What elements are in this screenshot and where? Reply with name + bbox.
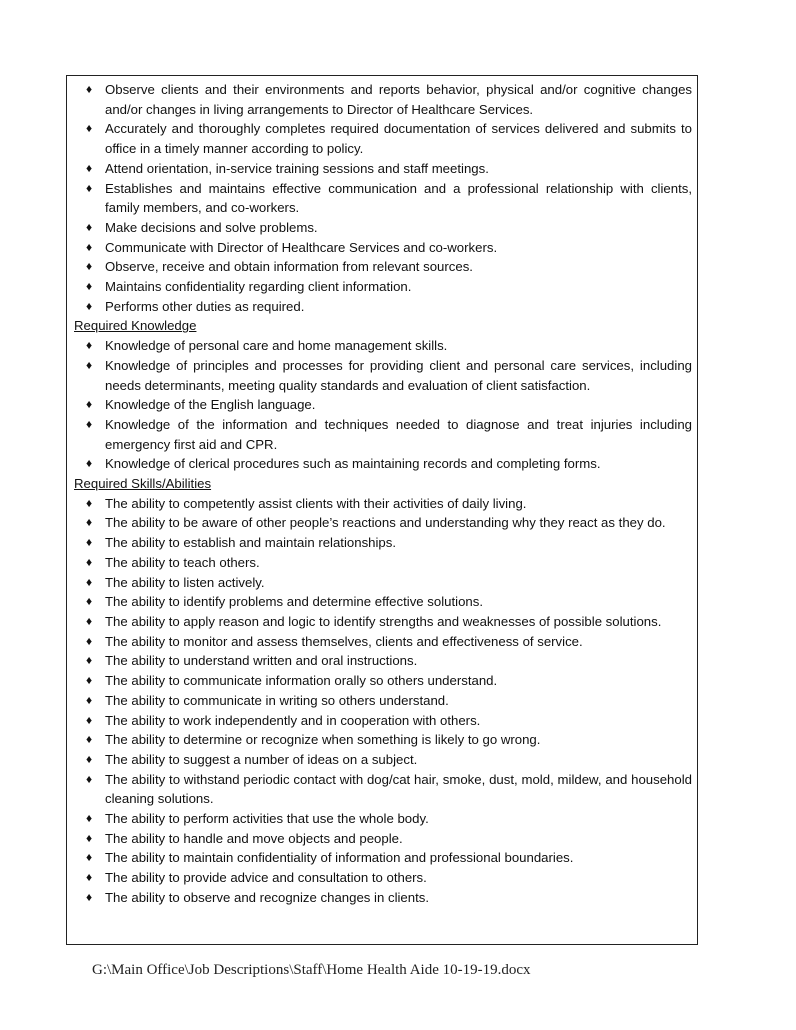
- diamond-bullet-icon: ♦: [86, 732, 93, 747]
- diamond-bullet-icon: ♦: [86, 712, 93, 727]
- diamond-bullet-icon: ♦: [86, 692, 93, 707]
- diamond-bullet-icon: ♦: [86, 594, 93, 609]
- list-item: [74, 395, 692, 415]
- list-item: [74, 119, 692, 158]
- diamond-bullet-icon: ♦: [86, 889, 93, 904]
- diamond-bullet-icon: ♦: [86, 613, 93, 628]
- list-item-text: The ability to teach others.: [105, 554, 260, 570]
- diamond-bullet-icon: ♦: [86, 653, 93, 668]
- list-item-text: Accurately and thoroughly completes required documentation of services delivered and submits to office in a timely manner according to policy.: [105, 121, 692, 157]
- list-item: [74, 632, 692, 652]
- list-item: [74, 888, 692, 908]
- list-item: [74, 297, 692, 317]
- diamond-bullet-icon: ♦: [86, 298, 93, 313]
- list-item-text: The ability to communicate in writing so others understand.: [105, 692, 449, 708]
- list-item: [74, 730, 692, 750]
- diamond-bullet-icon: ♦: [86, 870, 93, 885]
- knowledge-list: [74, 336, 692, 474]
- list-item: [74, 750, 692, 770]
- diamond-bullet-icon: ♦: [86, 121, 93, 136]
- list-item: [74, 711, 692, 731]
- duties-list: [74, 80, 692, 316]
- list-item-text: The ability to work independently and in cooperation with others.: [105, 712, 481, 728]
- list-item-text: The ability to establish and maintain relationships.: [105, 535, 397, 551]
- footer-file-path: G:\Main Office\Job Descriptions\Staff\Home Health Aide 10-19-19.docx: [92, 962, 531, 978]
- diamond-bullet-icon: ♦: [86, 456, 93, 471]
- list-item-text: Make decisions and solve problems.: [105, 219, 318, 235]
- list-item-text: The ability to monitor and assess themselves, clients and effectiveness of service.: [105, 633, 583, 649]
- list-item: [74, 809, 692, 829]
- list-item-text: Knowledge of personal care and home management skills.: [105, 338, 448, 354]
- diamond-bullet-icon: ♦: [86, 535, 93, 550]
- list-item: [74, 651, 692, 671]
- list-item-text: The ability to listen actively.: [105, 574, 265, 590]
- diamond-bullet-icon: ♦: [86, 357, 93, 372]
- list-item-text: The ability to suggest a number of ideas on a subject.: [105, 751, 418, 767]
- list-item-text: The ability to apply reason and logic to identify strengths and weaknesses of possible solutions.: [105, 613, 662, 629]
- list-item-text: The ability to identify problems and determine effective solutions.: [105, 594, 484, 610]
- diamond-bullet-icon: ♦: [86, 495, 93, 510]
- list-item-text: Observe clients and their environments and reports behavior, physical and/or cognitive changes and/or changes in living arrangements to Director of Healthcare Services.: [105, 82, 692, 117]
- diamond-bullet-icon: ♦: [86, 160, 93, 175]
- list-item-text: The ability to perform activities that use the whole body.: [105, 811, 429, 827]
- list-item: [74, 218, 692, 238]
- list-item: [74, 277, 692, 297]
- diamond-bullet-icon: ♦: [86, 279, 93, 294]
- diamond-bullet-icon: ♦: [86, 771, 93, 786]
- list-item-text: Attend orientation, in-service training sessions and staff meetings.: [105, 160, 489, 176]
- list-item-text: The ability to understand written and oral instructions.: [105, 653, 418, 669]
- diamond-bullet-icon: ♦: [86, 416, 93, 431]
- required-skills-heading: Required Skills/Abilities: [74, 476, 212, 492]
- diamond-bullet-icon: ♦: [86, 239, 93, 254]
- list-item: [74, 415, 692, 454]
- list-item-text: The ability to withstand periodic contact with dog/cat hair, smoke, dust, mold, mildew, and household cleaning solutions.: [105, 771, 692, 807]
- diamond-bullet-icon: ♦: [86, 554, 93, 569]
- list-item: [74, 592, 692, 612]
- list-item: [74, 671, 692, 691]
- diamond-bullet-icon: ♦: [86, 574, 93, 589]
- diamond-bullet-icon: ♦: [86, 515, 93, 530]
- required-knowledge-heading: Required Knowledge: [74, 318, 197, 334]
- diamond-bullet-icon: ♦: [86, 673, 93, 688]
- list-item: [74, 513, 692, 533]
- list-item-text: Knowledge of the information and techniques needed to diagnose and treat injuries including emergency first aid and CPR.: [105, 416, 692, 452]
- list-item: [74, 553, 692, 573]
- list-item-text: The ability to be aware of other people’s reactions and understanding why they react as they do.: [105, 515, 666, 531]
- diamond-bullet-icon: ♦: [86, 397, 93, 412]
- list-item-text: The ability to competently assist clients with their activities of daily living.: [105, 495, 527, 511]
- list-item-text: Establishes and maintains effective communication and a professional relationship with clients, family members, and co-workers.: [105, 180, 692, 216]
- list-item-text: Communicate with Director of Healthcare Services and co-workers.: [105, 239, 498, 255]
- diamond-bullet-icon: ♦: [86, 338, 93, 353]
- document-page-border: [66, 75, 698, 945]
- diamond-bullet-icon: ♦: [86, 259, 93, 274]
- list-item: [74, 612, 692, 632]
- list-item-text: The ability to maintain confidentiality of information and professional boundaries.: [105, 850, 574, 866]
- diamond-bullet-icon: ♦: [86, 830, 93, 845]
- list-item: [74, 848, 692, 868]
- list-item-text: The ability to handle and move objects and people.: [105, 830, 403, 846]
- skills-list: [74, 494, 692, 908]
- list-item: [74, 80, 692, 119]
- list-item: [74, 691, 692, 711]
- list-item-text: The ability to observe and recognize changes in clients.: [105, 889, 430, 905]
- list-item: [74, 868, 692, 888]
- diamond-bullet-icon: ♦: [86, 180, 93, 195]
- list-item: [74, 573, 692, 593]
- list-item: [74, 159, 692, 179]
- list-item-text: Knowledge of clerical procedures such as maintaining records and completing forms.: [105, 456, 601, 472]
- diamond-bullet-icon: ♦: [86, 811, 93, 826]
- list-item: [74, 356, 692, 395]
- list-item-text: The ability to provide advice and consultation to others.: [105, 870, 427, 886]
- list-item: [74, 494, 692, 514]
- list-item-text: Knowledge of principles and processes for providing client and personal care services, including needs determinants, meeting quality standards and evaluation of client satisfaction.: [105, 357, 692, 393]
- list-item: [74, 179, 692, 218]
- list-item-text: The ability to communicate information orally so others understand.: [105, 673, 498, 689]
- list-item-text: The ability to determine or recognize when something is likely to go wrong.: [105, 732, 541, 748]
- list-item: [74, 829, 692, 849]
- diamond-bullet-icon: ♦: [86, 850, 93, 865]
- document-content: [74, 80, 692, 908]
- list-item: [74, 257, 692, 277]
- diamond-bullet-icon: ♦: [86, 82, 93, 96]
- diamond-bullet-icon: ♦: [86, 751, 93, 766]
- diamond-bullet-icon: ♦: [86, 219, 93, 234]
- diamond-bullet-icon: ♦: [86, 633, 93, 648]
- list-item: [74, 454, 692, 474]
- list-item-text: Performs other duties as required.: [105, 298, 305, 314]
- list-item-text: Observe, receive and obtain information from relevant sources.: [105, 259, 473, 275]
- list-item: [74, 770, 692, 809]
- list-item: [74, 238, 692, 258]
- list-item-text: Maintains confidentiality regarding client information.: [105, 279, 412, 295]
- list-item: [74, 533, 692, 553]
- list-item-text: Knowledge of the English language.: [105, 397, 316, 413]
- list-item: [74, 336, 692, 356]
